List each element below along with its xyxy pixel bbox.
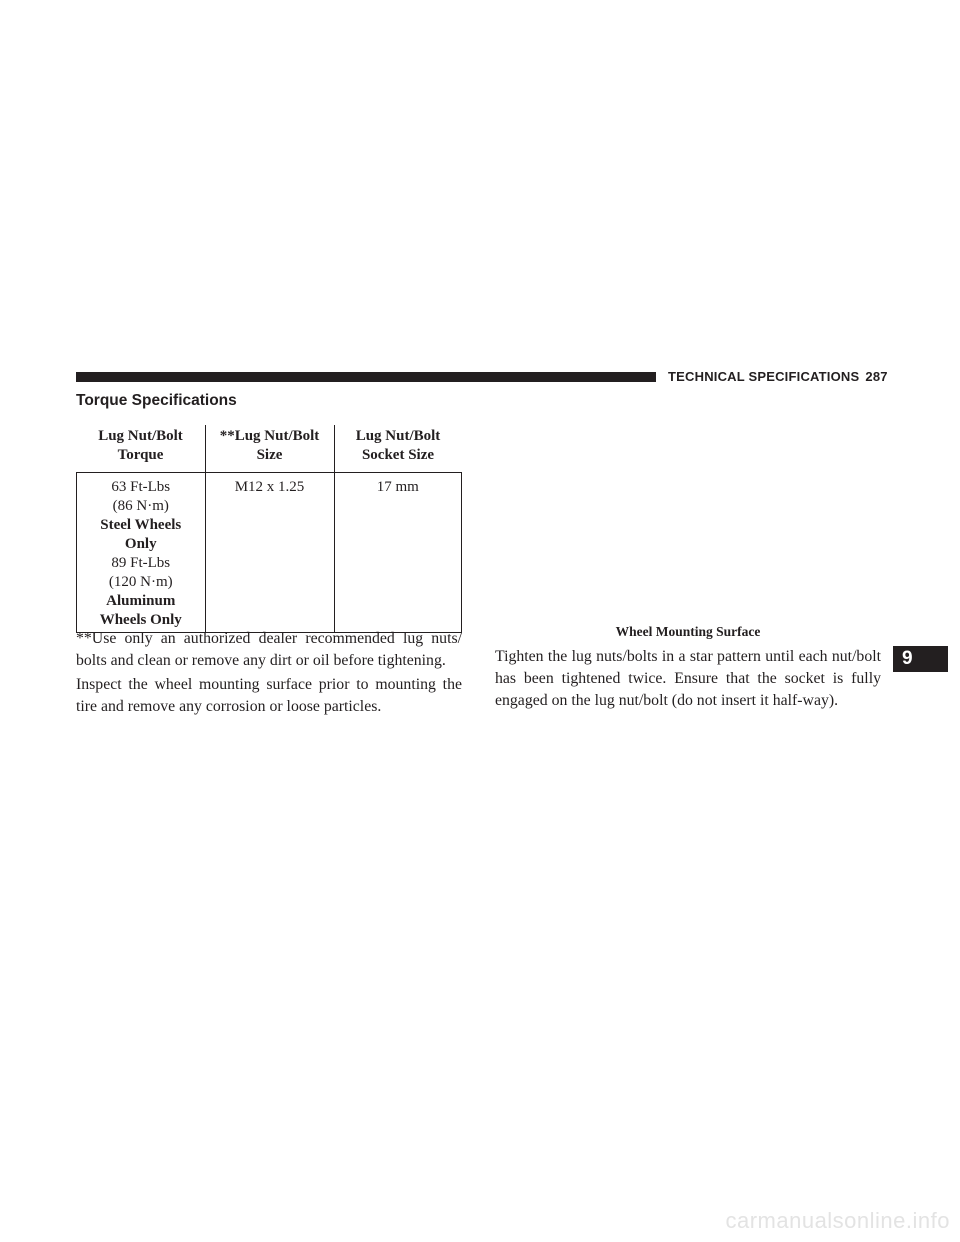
header-torque xyxy=(77,425,206,473)
inspect-paragraph: Inspect the wheel mounting surface prior to mounting the tire and remove any corrosion or loose particles. xyxy=(76,676,462,715)
cell-torque xyxy=(77,473,206,633)
table-header-row xyxy=(77,425,462,473)
figure-caption: Wheel Mounting Surface xyxy=(615,624,761,639)
watermark: carmanualsonline.info xyxy=(725,1208,950,1233)
cell-size: M12 x 1.25 xyxy=(205,473,334,633)
header-torque-line-1: Lug Nut/Bolt xyxy=(98,428,183,444)
header-size-line-2: Size xyxy=(256,447,283,463)
torque-line: Steel Wheels xyxy=(100,517,182,533)
header-size xyxy=(205,425,334,473)
header-socket-line-2: Socket Size xyxy=(361,447,435,463)
header-section-title: TECHNICAL SPECIFICATIONS xyxy=(668,369,860,384)
section-title: Torque Specifications xyxy=(76,392,237,409)
header-socket-line-1: Lug Nut/Bolt xyxy=(355,428,441,444)
torque-line: Aluminum xyxy=(106,593,176,609)
cell-socket-size: 17 mm xyxy=(334,473,462,633)
torque-line: 63 Ft-Lbs xyxy=(111,479,171,495)
torque-line: 89 Ft-Lbs xyxy=(111,555,171,571)
running-header xyxy=(668,369,888,384)
torque-line: (120 N·m) xyxy=(108,574,173,590)
header-rule xyxy=(76,372,656,382)
tighten-paragraph: Tighten the lug nuts/bolts in a star pattern until each nut/bolt has been tightened twice. Ensure that the socket is fully engaged on the lug nut/bolt (do not insert it half-way). xyxy=(495,648,881,709)
footnote-paragraph: **Use only an authorized dealer recommended lug nuts/ bolts and clean or remove any dirt or oil before tightening. xyxy=(76,630,462,669)
chapter-tab: 9 xyxy=(893,646,948,672)
header-torque-line-2: Torque xyxy=(117,447,164,463)
torque-spec-table xyxy=(76,425,462,633)
table-row xyxy=(77,473,462,633)
header-size-line-1: **Lug Nut/Bolt xyxy=(219,428,320,444)
torque-line: Wheels Only xyxy=(99,612,182,628)
header-socket-size xyxy=(334,425,462,473)
torque-line: Only xyxy=(124,536,157,552)
torque-line: (86 N·m) xyxy=(112,498,169,514)
page-number: 287 xyxy=(865,369,888,384)
